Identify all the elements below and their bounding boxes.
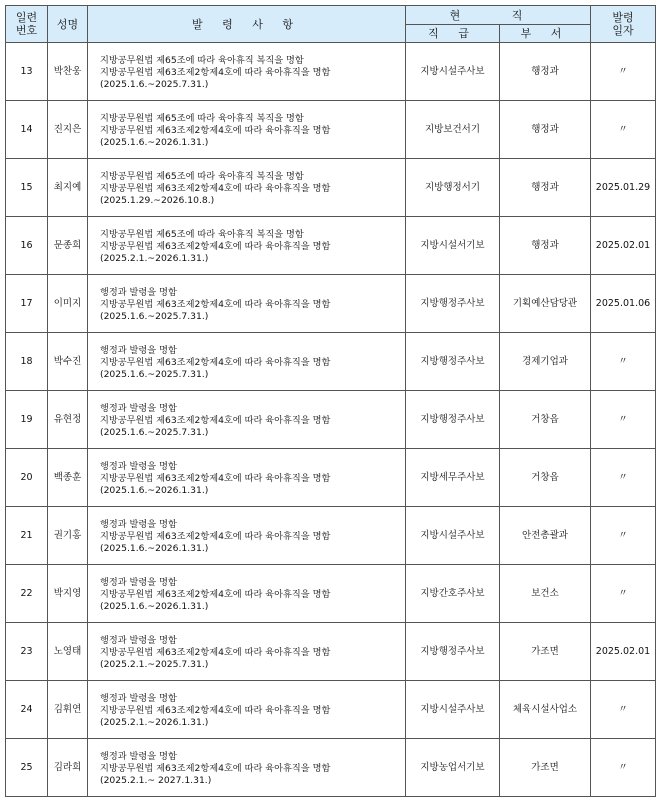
order-content-line: (2025.2.1.~2026.1.31.) — [100, 252, 209, 264]
order-content-line: (2025.1.6.~2025.7.31.) — [100, 310, 209, 322]
table-row — [6, 507, 656, 565]
order-content-line: (2025.1.6.~2026.1.31.) — [100, 600, 209, 612]
cell-grade: 지방행정주사보 — [406, 333, 500, 391]
cell-order-date: 〃 — [591, 565, 656, 623]
cell-department: 거창읍 — [500, 391, 591, 449]
cell-department: 행정과 — [500, 43, 591, 101]
cell-order-date: 〃 — [591, 739, 656, 797]
header-serial — [6, 6, 48, 43]
cell-department: 체육시설사업소 — [500, 681, 591, 739]
order-content-line: 지방공무원법 제63조제2항제4호에 따라 육아휴직을 명함 — [100, 240, 331, 252]
order-content-line: 지방공무원법 제63조제2항제4호에 따라 육아휴직을 명함 — [100, 704, 331, 716]
order-content-line: 지방공무원법 제63조제2항제4호에 따라 육아휴직을 명함 — [100, 414, 331, 426]
cell-department: 보건소 — [500, 565, 591, 623]
table-row — [6, 565, 656, 623]
order-content-line: 지방공무원법 제63조제2항제4호에 따라 육아휴직을 명함 — [100, 66, 331, 78]
cell-name: 박찬웅 — [48, 43, 88, 101]
cell-order-date: 〃 — [591, 681, 656, 739]
order-content-line: (2025.2.1.~ 2027.1.31.) — [100, 774, 212, 786]
header-name: 성명 — [48, 6, 88, 43]
table-row — [6, 217, 656, 275]
cell-department: 행정과 — [500, 101, 591, 159]
table-row — [6, 275, 656, 333]
cell-name: 진지은 — [48, 101, 88, 159]
cell-name: 이미지 — [48, 275, 88, 333]
cell-grade: 지방행정주사보 — [406, 391, 500, 449]
cell-serial-number: 17 — [6, 275, 48, 333]
order-content-line: (2025.1.6.~2026.1.31.) — [100, 542, 209, 554]
cell-order-date: 〃 — [591, 449, 656, 507]
order-content-line: 지방공무원법 제63조제2항제4호에 따라 육아휴직을 명함 — [100, 298, 331, 310]
table-row — [6, 681, 656, 739]
cell-order-content — [88, 217, 406, 275]
cell-name: 최지예 — [48, 159, 88, 217]
cell-serial-number: 20 — [6, 449, 48, 507]
cell-serial-number: 14 — [6, 101, 48, 159]
cell-order-date: 2025.02.01 — [591, 217, 656, 275]
table-header — [6, 6, 656, 43]
order-content-line: 행정과 발령을 명함 — [100, 576, 177, 588]
personnel-order-table — [5, 5, 656, 797]
order-content-line: 행정과 발령을 명함 — [100, 286, 177, 298]
cell-name: 백종훈 — [48, 449, 88, 507]
order-content-line: (2025.1.6.~2025.7.31.) — [100, 368, 209, 380]
cell-order-content — [88, 43, 406, 101]
header-serial-line1: 일련 — [15, 11, 38, 24]
order-content-line: 지방공무원법 제63조제2항제4호에 따라 육아휴직을 명함 — [100, 530, 331, 542]
header-date-line1: 발령 — [612, 11, 634, 24]
cell-name: 김휘연 — [48, 681, 88, 739]
cell-serial-number: 21 — [6, 507, 48, 565]
cell-serial-number: 15 — [6, 159, 48, 217]
order-content-line: 행정과 발령을 명함 — [100, 344, 177, 356]
cell-serial-number: 22 — [6, 565, 48, 623]
cell-serial-number: 18 — [6, 333, 48, 391]
order-content-line: (2025.1.6.~2026.1.31.) — [100, 136, 209, 148]
cell-serial-number: 23 — [6, 623, 48, 681]
cell-name: 박지영 — [48, 565, 88, 623]
cell-order-content — [88, 101, 406, 159]
cell-grade: 지방행정서기 — [406, 159, 500, 217]
table-row — [6, 623, 656, 681]
cell-serial-number: 25 — [6, 739, 48, 797]
cell-order-content — [88, 739, 406, 797]
order-content-line: 지방공무원법 제65조에 따라 육아휴직 복직을 명함 — [100, 170, 304, 182]
cell-order-content — [88, 623, 406, 681]
order-content-line: 지방공무원법 제63조제2항제4호에 따라 육아휴직을 명함 — [100, 356, 331, 368]
cell-order-date: 〃 — [591, 101, 656, 159]
cell-order-date: 〃 — [591, 507, 656, 565]
cell-grade: 지방행정주사보 — [406, 275, 500, 333]
header-grade: 직 급 — [406, 25, 500, 43]
cell-order-content — [88, 275, 406, 333]
table-body — [6, 43, 656, 797]
cell-order-content — [88, 449, 406, 507]
cell-order-content — [88, 333, 406, 391]
order-content-line: (2025.1.6.~2025.7.31.) — [100, 78, 209, 90]
order-content-line: (2025.1.29.~2026.10.8.) — [100, 194, 215, 206]
cell-grade: 지방농업서기보 — [406, 739, 500, 797]
table-row — [6, 449, 656, 507]
order-content-line: 지방공무원법 제63조제2항제4호에 따라 육아휴직을 명함 — [100, 762, 331, 774]
cell-department: 경제기업과 — [500, 333, 591, 391]
cell-grade: 지방세무주사보 — [406, 449, 500, 507]
cell-order-content — [88, 507, 406, 565]
cell-name: 박수진 — [48, 333, 88, 391]
cell-department: 기획예산담당관 — [500, 275, 591, 333]
order-content-line: 지방공무원법 제63조제2항제4호에 따라 육아휴직을 명함 — [100, 472, 331, 484]
order-content-line: 지방공무원법 제63조제2항제4호에 따라 육아휴직을 명함 — [100, 124, 331, 136]
cell-order-content — [88, 159, 406, 217]
order-content-line: 행정과 발령을 명함 — [100, 402, 177, 414]
cell-order-date: 2025.02.01 — [591, 623, 656, 681]
cell-grade: 지방시설주사보 — [406, 681, 500, 739]
header-content: 발 령 사 항 — [88, 6, 406, 43]
order-content-line: 행정과 발령을 명함 — [100, 518, 177, 530]
cell-department: 거창읍 — [500, 449, 591, 507]
cell-name: 김라희 — [48, 739, 88, 797]
order-content-line: 지방공무원법 제65조에 따라 육아휴직 복직을 명함 — [100, 54, 304, 66]
table-row — [6, 391, 656, 449]
cell-order-date: 〃 — [591, 43, 656, 101]
table-row — [6, 43, 656, 101]
cell-serial-number: 24 — [6, 681, 48, 739]
table-row — [6, 333, 656, 391]
cell-grade: 지방보건서기 — [406, 101, 500, 159]
cell-order-content — [88, 681, 406, 739]
order-content-line: 지방공무원법 제65조에 따라 육아휴직 복직을 명함 — [100, 228, 304, 240]
cell-serial-number: 13 — [6, 43, 48, 101]
table-row — [6, 101, 656, 159]
cell-order-date: 2025.01.29 — [591, 159, 656, 217]
table-row — [6, 739, 656, 797]
header-dept: 부 서 — [500, 25, 591, 43]
cell-name: 유현정 — [48, 391, 88, 449]
order-content-line: 행정과 발령을 명함 — [100, 460, 177, 472]
header-date-line2: 일자 — [612, 24, 634, 37]
header-current-position: 현 직 — [406, 6, 591, 25]
cell-order-content — [88, 565, 406, 623]
cell-name: 권기홍 — [48, 507, 88, 565]
order-content-line: 행정과 발령을 명함 — [100, 634, 177, 646]
header-serial-line2: 번호 — [15, 24, 38, 37]
header-date — [591, 6, 656, 43]
cell-order-content — [88, 391, 406, 449]
order-content-line: 지방공무원법 제63조제2항제4호에 따라 육아휴직을 명함 — [100, 182, 331, 194]
order-content-line: 지방공무원법 제65조에 따라 육아휴직 복직을 명함 — [100, 112, 304, 124]
cell-department: 행정과 — [500, 159, 591, 217]
table-row — [6, 159, 656, 217]
order-content-line: 지방공무원법 제63조제2항제4호에 따라 육아휴직을 명함 — [100, 646, 331, 658]
cell-department: 가조면 — [500, 739, 591, 797]
order-content-line: (2025.2.1.~2025.7.31.) — [100, 658, 209, 670]
order-content-line: (2025.1.6.~2025.7.31.) — [100, 426, 209, 438]
cell-grade: 지방행정주사보 — [406, 623, 500, 681]
order-content-line: 지방공무원법 제63조제2항제4호에 따라 육아휴직을 명함 — [100, 588, 331, 600]
cell-order-date: 〃 — [591, 391, 656, 449]
cell-department: 안전총괄과 — [500, 507, 591, 565]
cell-name: 노영태 — [48, 623, 88, 681]
order-content-line: (2025.2.1.~2026.1.31.) — [100, 716, 209, 728]
cell-order-date: 2025.01.06 — [591, 275, 656, 333]
order-content-line: (2025.1.6.~2026.1.31.) — [100, 484, 209, 496]
cell-department: 행정과 — [500, 217, 591, 275]
cell-name: 문종희 — [48, 217, 88, 275]
order-content-line: 행정과 발령을 명함 — [100, 692, 177, 704]
cell-serial-number: 19 — [6, 391, 48, 449]
cell-grade: 지방시설주사보 — [406, 43, 500, 101]
cell-order-date: 〃 — [591, 333, 656, 391]
order-content-line: 행정과 발령을 명함 — [100, 750, 177, 762]
cell-department: 가조면 — [500, 623, 591, 681]
cell-serial-number: 16 — [6, 217, 48, 275]
cell-grade: 지방시설서기보 — [406, 217, 500, 275]
cell-grade: 지방시설주사보 — [406, 507, 500, 565]
cell-grade: 지방간호주사보 — [406, 565, 500, 623]
